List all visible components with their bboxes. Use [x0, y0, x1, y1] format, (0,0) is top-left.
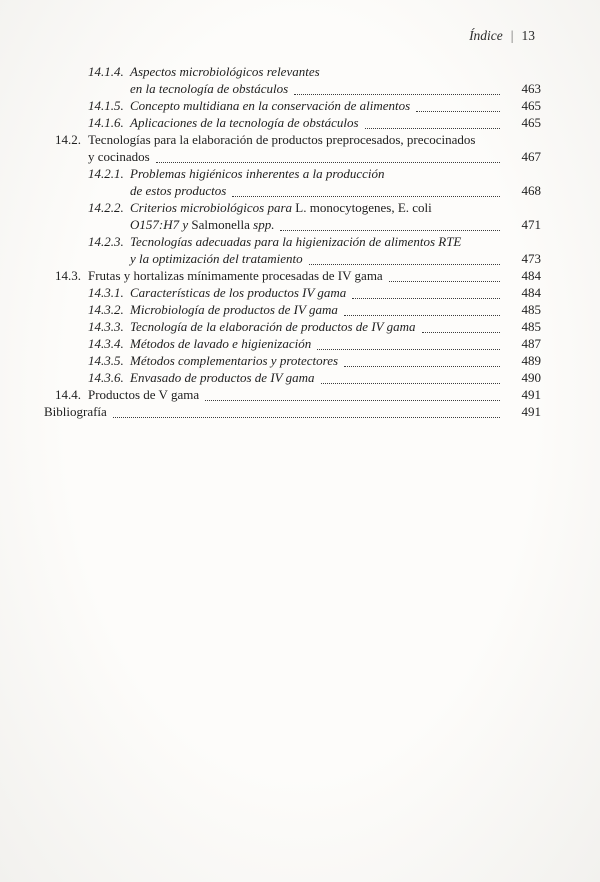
toc-page-number: 463 — [521, 81, 541, 96]
dot-leader — [280, 230, 500, 231]
toc-row — [44, 234, 541, 251]
toc-row — [44, 166, 541, 183]
index-title: Índice — [469, 28, 503, 43]
toc-entry-title: Aspectos microbiológicos relevantes — [130, 64, 320, 79]
toc-page-number: 468 — [521, 183, 541, 198]
dot-leader — [156, 162, 500, 163]
toc-row — [44, 336, 541, 353]
dot-leader — [352, 298, 500, 299]
toc-row — [44, 132, 541, 149]
toc-page-number: 491 — [521, 387, 541, 402]
dot-leader — [416, 111, 500, 112]
dot-leader — [344, 366, 500, 367]
toc-entry-title: Características de los productos IV gama — [130, 285, 347, 300]
toc-entry-title: Tecnologías para la elaboración de productos preprocesados, precocinados — [88, 132, 476, 147]
toc-entry-number: 14.1.5. — [88, 98, 124, 113]
toc-row — [44, 217, 541, 234]
toc-entry-title: y cocinados — [88, 149, 150, 164]
toc-entry-title: Tecnologías adecuadas para la higienización de alimentos RTE — [130, 234, 462, 249]
toc-entry-title: Bibliografía — [44, 404, 107, 419]
dot-leader — [317, 349, 500, 350]
toc-entry-title: Microbiología de productos de IV gama — [130, 302, 338, 317]
toc-page-number: 484 — [521, 285, 541, 300]
toc-entry-title: Aplicaciones de la tecnología de obstáculos — [130, 115, 359, 130]
toc-entry-title: en la tecnología de obstáculos — [130, 81, 289, 96]
dot-leader — [365, 128, 500, 129]
toc-entry-number: 14.3.5. — [88, 353, 124, 368]
dot-leader — [309, 264, 500, 265]
toc-page-number: 471 — [521, 217, 541, 232]
toc-entry-title: Criterios microbiológicos para L. monocytogenes, E. coli — [130, 200, 432, 215]
toc-page-number: 467 — [521, 149, 541, 164]
dot-leader — [205, 400, 500, 401]
toc-entry-number: 14.1.4. — [88, 64, 124, 79]
toc-entry-number: 14.3.2. — [88, 302, 124, 317]
toc-row — [44, 64, 541, 81]
toc-page-number: 465 — [521, 98, 541, 113]
toc-row — [44, 302, 541, 319]
toc-entry-number: 14.3.3. — [88, 319, 124, 334]
toc-entry-title: Envasado de productos de IV gama — [130, 370, 315, 385]
toc-row — [44, 251, 541, 268]
toc-row — [44, 115, 541, 132]
toc-row — [44, 285, 541, 302]
toc-entry-title: Tecnología de la elaboración de productos de IV gama — [130, 319, 416, 334]
toc-entry-title: y la optimización del tratamiento — [130, 251, 303, 266]
page-header — [469, 28, 535, 44]
toc-row — [44, 98, 541, 115]
toc-entry-number: 14.1.6. — [88, 115, 124, 130]
toc-entry-title: Frutas y hortalizas mínimamente procesadas de IV gama — [88, 268, 383, 283]
toc-entry-number: 14.4. — [55, 387, 81, 402]
toc-entry-number: 14.2.3. — [88, 234, 124, 249]
toc-entry-number: 14.2.1. — [88, 166, 124, 181]
toc-row — [44, 149, 541, 166]
toc-page-number: 487 — [521, 336, 541, 351]
toc-page-number: 473 — [521, 251, 541, 266]
table-of-contents — [44, 64, 541, 421]
toc-entry-number: 14.2. — [55, 132, 81, 147]
toc-page-number: 485 — [521, 319, 541, 334]
toc-row — [44, 353, 541, 370]
toc-row — [44, 200, 541, 217]
toc-entry-number: 14.3.6. — [88, 370, 124, 385]
toc-entry-title: Métodos complementarios y protectores — [130, 353, 339, 368]
folio-page-number: 13 — [521, 28, 535, 43]
toc-page-number: 489 — [521, 353, 541, 368]
header-separator: | — [510, 28, 514, 43]
toc-row — [44, 404, 541, 421]
dot-leader — [321, 383, 500, 384]
toc-entry-title: Problemas higiénicos inherentes a la producción — [130, 166, 385, 181]
toc-entry-number: 14.3.4. — [88, 336, 124, 351]
dot-leader — [422, 332, 501, 333]
toc-entry-number: 14.2.2. — [88, 200, 124, 215]
dot-leader — [113, 417, 500, 418]
toc-page-number: 465 — [521, 115, 541, 130]
dot-leader — [232, 196, 500, 197]
toc-entry-title: de estos productos — [130, 183, 227, 198]
toc-row — [44, 319, 541, 336]
toc-row — [44, 387, 541, 404]
toc-entry-title: O157:H7 y Salmonella spp. — [130, 217, 275, 232]
toc-entry-title: Concepto multidiana en la conservación de alimentos — [130, 98, 411, 113]
toc-page-number: 490 — [521, 370, 541, 385]
toc-page-number: 485 — [521, 302, 541, 317]
dot-leader — [344, 315, 500, 316]
toc-row — [44, 81, 541, 98]
toc-row — [44, 183, 541, 200]
toc-page-number: 491 — [521, 404, 541, 419]
toc-entry-title: Productos de V gama — [88, 387, 200, 402]
dot-leader — [389, 281, 500, 282]
toc-row — [44, 268, 541, 285]
toc-page-number: 484 — [521, 268, 541, 283]
dot-leader — [294, 94, 500, 95]
toc-entry-number: 14.3.1. — [88, 285, 124, 300]
toc-entry-number: 14.3. — [55, 268, 81, 283]
toc-row — [44, 370, 541, 387]
toc-entry-title: Métodos de lavado e higienización — [130, 336, 312, 351]
